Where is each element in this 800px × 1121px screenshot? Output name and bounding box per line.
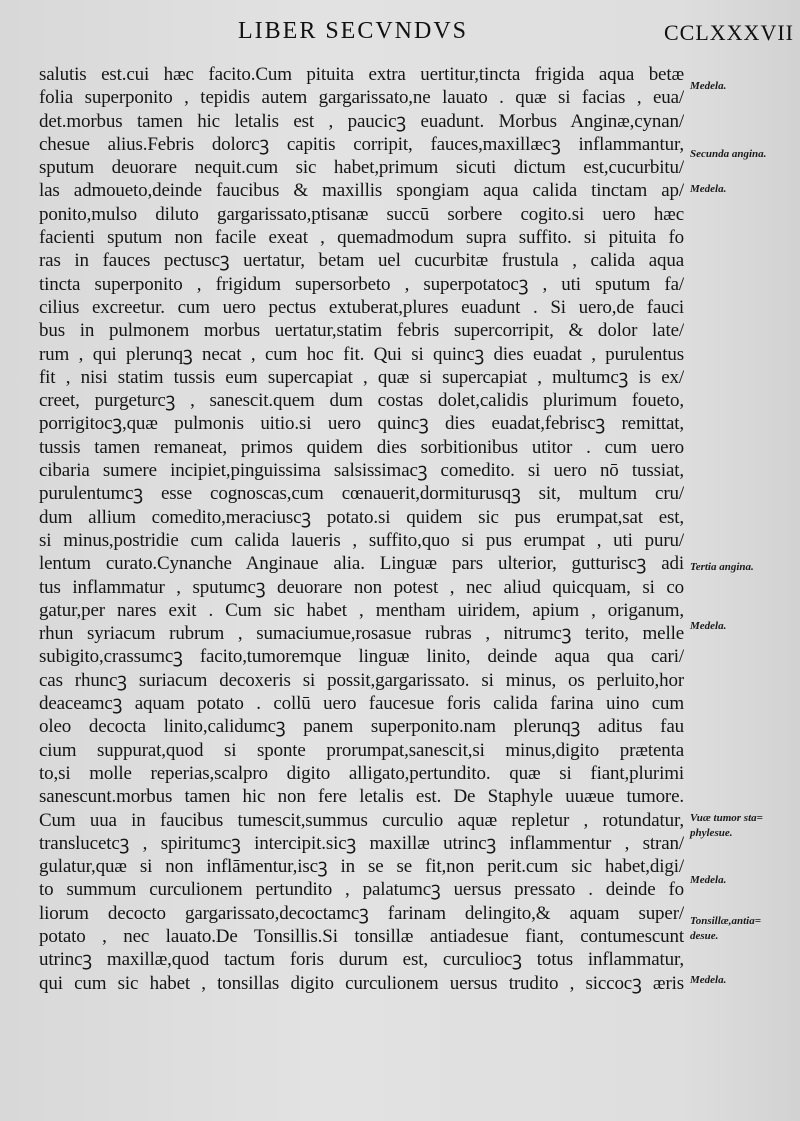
margin-note-medela: Medela. <box>690 874 727 886</box>
text-line: subigito,crassumcꝫ facito,tumoremque linguæ linito, deinde aqua qua cari/ <box>39 646 684 668</box>
text-line: folia superponito , tepidis autem gargarissato,ne lauato . quæ si facias , eua/ <box>39 87 684 109</box>
text-line: to,si molle reperias,scalpro digito alligato,pertundito. quæ si fiant,plurimi <box>39 762 684 784</box>
text-line: liorum decocto gargarissato,decoctamcꝫ farinam delingito,& aquam super/ <box>39 902 684 924</box>
text-line: cibaria sumere incipiet,pinguissima salsissimacꝫ comedito. si uero nō tussiat, <box>39 460 684 482</box>
text-line: lentum curato.Cynanche Anginaue alia. Linguæ pars ulterior, gutturiscꝫ adi <box>39 553 684 575</box>
text-line: cas rhuncꝫ suriacum decoxeris si possit,gargarissato. si minus, os perluito,hor <box>39 669 684 691</box>
text-line: tincta superponito , frigidum supersorbeto , superpotatocꝫ , uti sputum fa/ <box>39 273 684 295</box>
text-line: sputum deuorare nequit.cum sic habet,primum sicuti dictum est,cucurbitu/ <box>39 157 684 179</box>
text-line: gatur,per nares exit . Cum sic habet , mentham uiridem, apium , origanum, <box>39 599 684 621</box>
text-line: gulatur,quæ si non inflāmentur,iscꝫ in se se fit,non perit.cum sic habet,digi/ <box>39 856 684 878</box>
margin-note-medela: Medela. <box>690 620 727 632</box>
text-line: tus inflammatur , sputumcꝫ deuorare non potest , nec aliud quicquam, si co <box>39 576 684 598</box>
text-line: oleo decocta linito,calidumcꝫ panem superponito.nam plerunqꝫ aditus fau <box>39 716 684 738</box>
text-line: rum , qui plerunqꝫ necat , cum hoc fit. Qui si quincꝫ dies euadat , purulentus <box>39 343 684 365</box>
text-line: to summum curculionem pertundito , palatumcꝫ uersus pressato . deinde fo <box>39 879 684 901</box>
text-line: sanescunt.morbus tamen hic non fere letalis est. De Staphyle uuæue tumore. <box>39 786 684 808</box>
margin-note-medela: Medela. <box>690 974 727 986</box>
text-line: utrincꝫ maxillæ,quod tactum foris durum est, curculiocꝫ totus inflammatur, <box>39 949 684 971</box>
text-line: deaceamcꝫ aquam potato . collū uero faucesue foris calida farina uino cum <box>39 693 684 715</box>
text-line: chesue alius.Febris dolorcꝫ capitis corripit, fauces,maxillæcꝫ inflammantur, <box>39 133 684 155</box>
text-line: salutis est.cui hæc facito.Cum pituita extra uertitur,tincta frigida aqua betæ <box>39 64 684 85</box>
text-line: si minus,postridie cum calida laueris , suffito,quo si pus erumpat , uti puru/ <box>39 529 684 551</box>
text-line: creet, purgeturcꝫ , sanescit.quem dum costas dolet,calidis plurimum foueto, <box>39 390 684 412</box>
folio-number: CCLXXXVII <box>664 20 794 45</box>
text-line: ponito,mulso diluto gargarissato,ptisanæ succū sorbere cogito.si uero hæc <box>39 203 684 225</box>
text-line: translucetcꝫ , spiritumcꝫ intercipit.sicꝫ maxillæ utrincꝫ inflammentur , stran/ <box>39 832 684 854</box>
text-line: bus in pulmonem morbus uertatur,statim febris supercorripit, & dolor late/ <box>39 320 684 342</box>
text-line: fit , nisi statim tussis eum supercapiat , quæ si supercapiat , multumcꝫ is ex/ <box>39 366 684 388</box>
margin-note-tertia-angina: Tertia angina. <box>690 561 754 573</box>
margin-note-secunda-angina: Secunda angina. <box>690 148 767 160</box>
text-line: det.morbus tamen hic letalis est , paucicꝫ euadunt. Morbus Anginæ,cynan/ <box>39 110 684 132</box>
text-line: porrigitocꝫ,quæ pulmonis uitio.si uero quincꝫ dies euadat,febriscꝫ remittat, <box>39 413 684 435</box>
text-line: las admoueto,deinde faucibus & maxillis spongiam aqua calida tinctam ap/ <box>39 180 684 202</box>
body-text <box>39 63 684 995</box>
margin-note-medela: Medela. <box>690 183 727 195</box>
text-line: cilius excreetur. cum uero pectus extuberat,plures euadunt . Si uero,de fauci <box>39 296 684 318</box>
text-line: potato , nec lauato.De Tonsillis.Si tonsillæ antiadesue fiant, contumescunt <box>39 925 684 947</box>
margin-note-tonsillae: Tonsillæ,antia= <box>690 915 761 927</box>
text-line: dum allium comedito,meraciuscꝫ potato.si quidem sic pus erumpat,sat est, <box>39 506 684 528</box>
text-line: ras in fauces pectuscꝫ uertatur, betam uel cucurbitæ frustula , calida aqua <box>39 250 684 272</box>
margin-note-medela: Medela. <box>690 80 727 92</box>
text-line: facienti sputum non facile exeat , quemadmodum supra suffito. si pituita fo <box>39 227 684 249</box>
text-line: tussis tamen remaneat, primos quidem dies sorbitionibus utitor . cum uero <box>39 436 684 458</box>
margin-note-tonsillae-cont: desue. <box>690 930 719 942</box>
text-line: purulentumcꝫ esse cognoscas,cum cœnauerit,dormiturusqꝫ sit, multum cru/ <box>39 483 684 505</box>
margin-note-uuae-tumor-cont: phylesue. <box>690 827 733 839</box>
text-line: rhun syriacum rubrum , sumaciumue,rosasue rubras , nitrumcꝫ terito, melle <box>39 623 684 645</box>
running-head: LIBER SECVNDVS <box>238 18 469 44</box>
text-line: qui cum sic habet , tonsillas digito curculionem uersus trudito , siccocꝫ æris <box>39 972 684 994</box>
text-line: cium suppurat,quod si sponte prorumpat,sanescit,si minus,digito prætenta <box>39 739 684 761</box>
margin-note-uuae-tumor: Vuæ tumor sta= <box>690 812 763 824</box>
text-line: Cum uua in faucibus tumescit,summus curculio aquæ repletur , rotundatur, <box>39 809 684 831</box>
